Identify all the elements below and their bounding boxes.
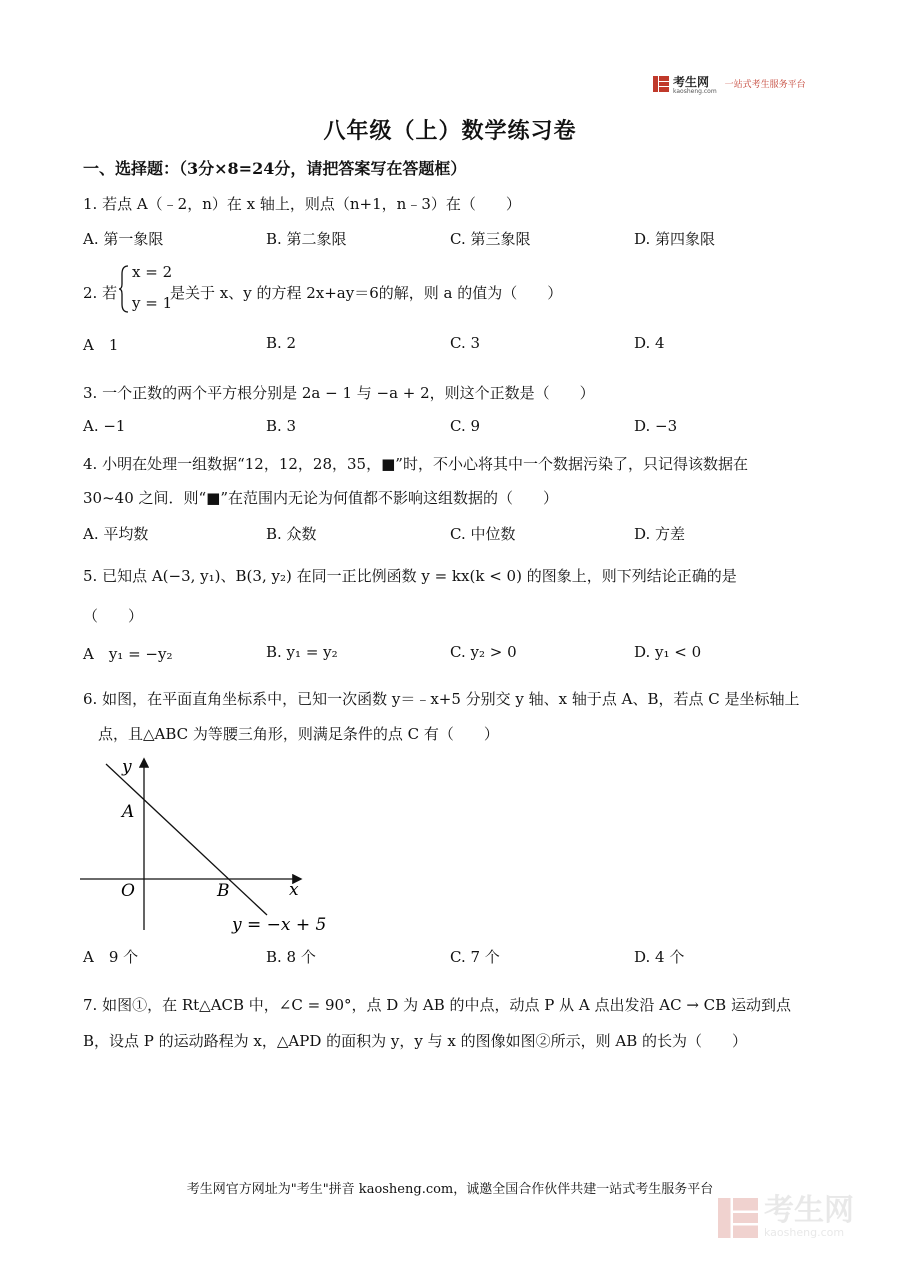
question-6-line-2: 点，且△ABC 为等腰三角形，则满足条件的点 C 有（ ） bbox=[98, 725, 499, 743]
question-3-option-b: B. 3 bbox=[266, 417, 297, 435]
question-5-line-1: 5. 已知点 A(−3, y₁)、B(3, y₂) 在同一正比例函数 y = kx(k < 0) 的图象上，则下列结论正确的是 bbox=[83, 567, 737, 585]
question-4-line-2: 30~40 之间．则“■”在范围内无论为何值都不影响这组数据的（ ） bbox=[83, 489, 559, 507]
watermark-logo-icon bbox=[718, 1198, 758, 1238]
brace-icon bbox=[118, 264, 130, 314]
question-5-option-d: D. y₁ < 0 bbox=[634, 643, 702, 661]
label-y: y bbox=[122, 757, 132, 777]
question-1-option-c: C. 第三象限 bbox=[450, 230, 531, 248]
question-4-option-d: D. 方差 bbox=[634, 525, 686, 543]
question-7-line-1: 7. 如图①，在 Rt△ACB 中，∠C = 90°，点 D 为 AB 的中点，动点 P 从 A 点出发沿 AC → CB 运动到点 bbox=[83, 996, 791, 1014]
system-equation-1: x = 2 bbox=[132, 263, 173, 281]
logo-slogan: 一站式考生服务平台 bbox=[724, 80, 806, 90]
question-6-option-b: B. 8 个 bbox=[266, 948, 316, 966]
question-2-option-a: A 1 bbox=[83, 336, 119, 354]
question-2-option-d: D. 4 bbox=[634, 334, 665, 352]
label-o: O bbox=[121, 881, 135, 901]
watermark bbox=[718, 1193, 854, 1239]
question-5-option-c: C. y₂ > 0 bbox=[450, 643, 517, 661]
label-b: B bbox=[217, 881, 230, 901]
section-heading: 一、选择题：（3分×8=24分，请把答案写在答题框） bbox=[83, 159, 467, 178]
question-6-option-a: A 9 个 bbox=[83, 948, 139, 966]
watermark-text-block bbox=[764, 1193, 854, 1239]
question-1-stem: 1. 若点 A（﹣2，n）在 x 轴上，则点（n+1，n﹣3）在（ ） bbox=[83, 195, 521, 213]
question-4-option-a: A. 平均数 bbox=[83, 525, 149, 543]
question-2-rest: 是关于 x、y 的方程 2x+ay＝6的解，则 a 的值为（ ） bbox=[170, 284, 563, 302]
kaosheng-logo-icon bbox=[653, 76, 669, 92]
question-4-option-b: B. 众数 bbox=[266, 525, 317, 543]
question-2-option-c: C. 3 bbox=[450, 334, 481, 352]
question-6-option-c: C. 7 个 bbox=[450, 948, 500, 966]
question-4-line-1: 4. 小明在处理一组数据“12，12，28，35，■”时，不小心将其中一个数据污染了，只记得该数据在 bbox=[83, 455, 748, 473]
question-3-option-a: A. −1 bbox=[83, 417, 126, 435]
watermark-domain: kaosheng.com bbox=[764, 1226, 845, 1239]
question-1-option-b: B. 第二象限 bbox=[266, 230, 347, 248]
logo-text-block bbox=[673, 72, 717, 95]
question-5-option-a: A y₁ = −y₂ bbox=[83, 645, 173, 663]
page-title: 八年级（上）数学练习卷 bbox=[323, 118, 577, 144]
question-7-line-2: B，设点 P 的运动路程为 x，△APD 的面积为 y，y 与 x 的图像如图②所示，则 AB 的长为（ ） bbox=[83, 1032, 748, 1050]
watermark-text: 考生网 bbox=[764, 1193, 854, 1228]
logo-domain: kaosheng.com bbox=[673, 88, 717, 95]
label-a: A bbox=[122, 802, 135, 822]
question-6-figure bbox=[70, 750, 350, 940]
question-5-option-b: B. y₁ = y₂ bbox=[266, 643, 338, 661]
logo-text: 考生网 bbox=[673, 75, 710, 89]
system-equation-2: y = 1 bbox=[132, 294, 173, 312]
question-3-option-c: C. 9 bbox=[450, 417, 481, 435]
header-logo bbox=[653, 72, 806, 95]
footer-text: 考生网官方网址为"考生"拼音 kaosheng.com，诚邀全国合作伙伴共建一站式考生服务平台 bbox=[186, 1182, 714, 1197]
question-4-option-c: C. 中位数 bbox=[450, 525, 516, 543]
question-3-stem: 3. 一个正数的两个平方根分别是 2a − 1 与 −a + 2，则这个正数是（ ） bbox=[83, 384, 595, 402]
question-2-option-b: B. 2 bbox=[266, 334, 297, 352]
question-5-line-2: （ ） bbox=[83, 607, 144, 625]
question-2-number: 2. 若 bbox=[83, 284, 118, 302]
question-6-line-1: 6. 如图，在平面直角坐标系中，已知一次函数 y＝﹣x+5 分别交 y 轴、x 轴于点 A、B，若点 C 是坐标轴上 bbox=[83, 690, 800, 708]
question-3-option-d: D. −3 bbox=[634, 417, 678, 435]
question-6-option-d: D. 4 个 bbox=[634, 948, 685, 966]
label-equation: y = −x + 5 bbox=[232, 915, 327, 935]
label-x: x bbox=[289, 880, 299, 900]
question-1-option-d: D. 第四象限 bbox=[634, 230, 716, 248]
question-1-option-a: A. 第一象限 bbox=[83, 230, 164, 248]
